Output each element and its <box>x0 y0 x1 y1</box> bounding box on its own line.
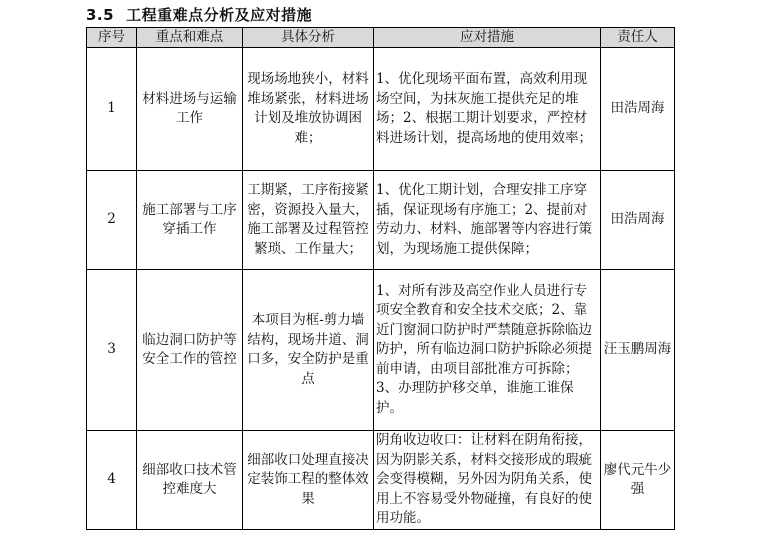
table-row <box>87 171 675 270</box>
table-row <box>87 431 675 530</box>
row-no: 4 <box>87 431 137 530</box>
row-measures: 阴角收边收口：让材料在阴角衔接，因为阴影关系，材料交接形成的瑕疵会变得模糊，另外因为阴角关系，使用上不容易受外物碰撞，有良好的使用功能。 <box>374 431 601 530</box>
header-owner: 责任人 <box>601 28 675 48</box>
row-owner: 廖代元牛少强 <box>601 431 675 530</box>
row-point: 施工部署与工序穿插工作 <box>137 171 243 270</box>
table-row <box>87 270 675 431</box>
row-owner: 田浩周海 <box>601 48 675 171</box>
row-analysis: 现场场地狭小，材料堆场紧张，材料进场计划及堆放协调困难； <box>243 48 374 171</box>
row-analysis: 细部收口处理直接决定装饰工程的整体效果 <box>243 431 374 530</box>
difficulty-table <box>86 27 675 530</box>
row-no: 3 <box>87 270 137 431</box>
row-analysis: 工期紧，工序衔接紧密，资源投入量大，施工部署及过程管控繁琐、工作量大； <box>243 171 374 270</box>
header-no: 序号 <box>87 28 137 48</box>
row-point: 细部收口技术管控难度大 <box>137 431 243 530</box>
row-no: 1 <box>87 48 137 171</box>
row-owner: 田浩周海 <box>601 171 675 270</box>
header-measures: 应对措施 <box>374 28 601 48</box>
section-number: 3.5 <box>86 6 115 24</box>
header-analysis: 具体分析 <box>243 28 374 48</box>
section-heading <box>86 4 312 26</box>
row-owner: 汪玉鹏周海 <box>601 270 675 431</box>
row-no: 2 <box>87 171 137 270</box>
header-point: 重点和难点 <box>137 28 243 48</box>
row-measures: 1、对所有涉及高空作业人员进行专项安全教育和安全技术交底；2、靠近门窗洞口防护时严禁随意拆除临边防护，所有临边洞口防护拆除必须提前申请，由项目部批准方可拆除；3、办理防护移交单，谁施工谁保护。 <box>374 270 601 431</box>
row-point: 临边洞口防护等安全工作的管控 <box>137 270 243 431</box>
section-title: 工程重难点分析及应对措施 <box>126 6 313 24</box>
row-measures: 1、优化现场平面布置，高效利用现场空间，为抹灰施工提供充足的堆场；2、根据工期计划要求，严控材料进场计划，提高场地的使用效率； <box>374 48 601 171</box>
table-header-row <box>87 28 675 48</box>
row-measures: 1、优化工期计划，合理安排工序穿插，保证现场有序施工；2、提前对劳动力、材料、施部署等内容进行策划，为现场施工提供保障； <box>374 171 601 270</box>
table-row <box>87 48 675 171</box>
row-analysis: 本项目为框-剪力墙结构，现场井道、洞口多，安全防护是重点 <box>243 270 374 431</box>
row-point: 材料进场与运输工作 <box>137 48 243 171</box>
